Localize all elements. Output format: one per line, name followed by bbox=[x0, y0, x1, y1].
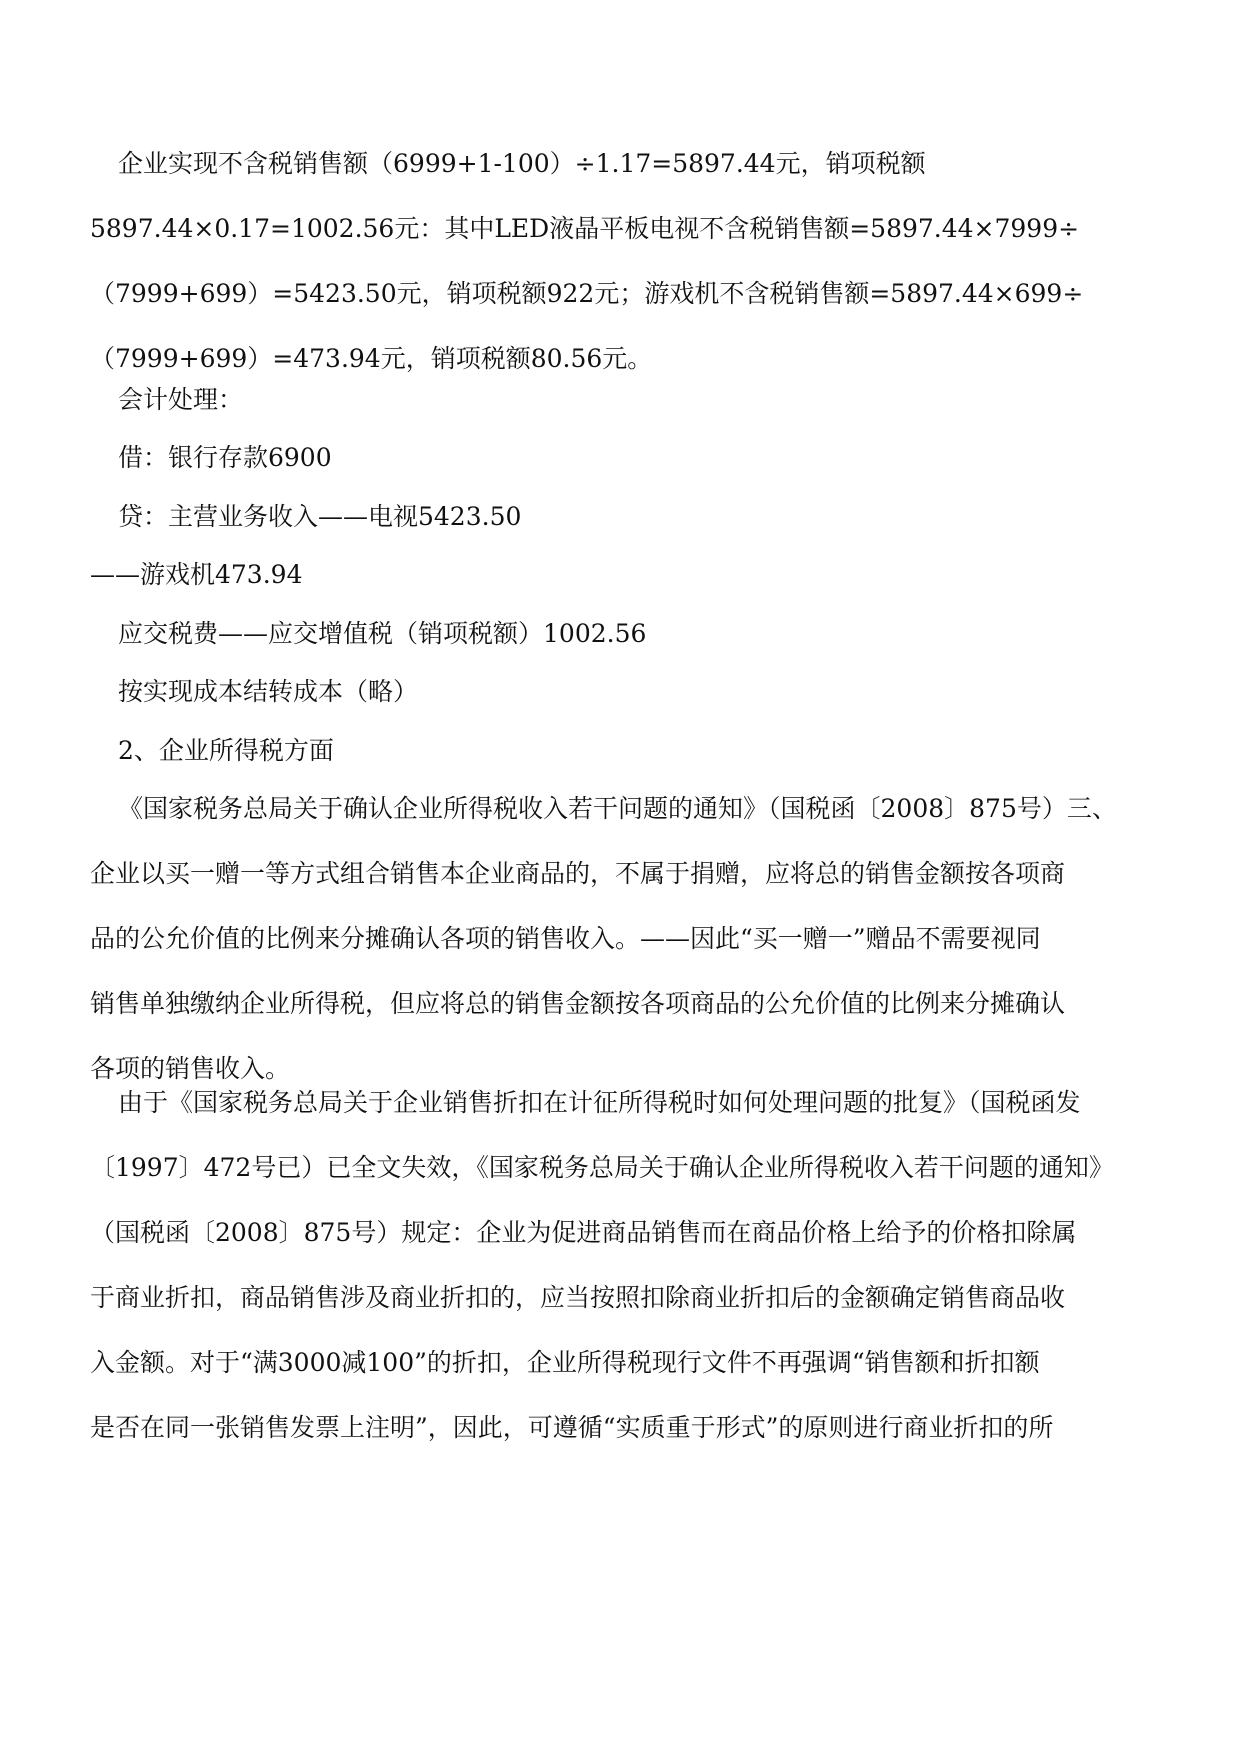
paragraph-credit-entry: 贷：主营业务收入——电视5423.50 bbox=[118, 502, 522, 531]
section-heading-income-tax: 2、企业所得税方面 bbox=[118, 736, 334, 765]
text-line: （7999+699）=5423.50元，销项税额922元；游戏机不含税销售额=5897.44×699÷ bbox=[90, 279, 1084, 308]
text-line: 是否在同一张销售发票上注明”，因此，可遵循“实质重于形式”的原则进行商业折扣的所 bbox=[90, 1413, 1054, 1442]
text-line: 由于《国家税务总局关于企业销售折扣在计征所得税时如何处理问题的批复》（国税函发 bbox=[118, 1088, 1081, 1117]
text-line: 入金额。对于“满3000减100”的折扣，企业所得税现行文件不再强调“销售额和折扣额 bbox=[90, 1348, 1040, 1377]
text-line: 销售单独缴纳企业所得税，但应将总的销售金额按各项商品的公允价值的比例来分摊确认 bbox=[90, 989, 1066, 1018]
text-line: 企业实现不含税销售额（6999+1-100）÷1.17=5897.44元，销项税额 bbox=[118, 149, 926, 178]
text-line: 品的公允价值的比例来分摊确认各项的销售收入。——因此“买一赠一”赠品不需要视同 bbox=[90, 924, 1041, 953]
text-line: （7999+699）=473.94元，销项税额80.56元。 bbox=[90, 344, 653, 373]
paragraph-accounting-heading: 会计处理： bbox=[118, 385, 244, 414]
paragraph-commercial-discount bbox=[90, 1070, 1150, 1460]
paragraph-credit-subentry: ——游戏机473.94 bbox=[90, 560, 303, 589]
text-line: 于商业折扣，商品销售涉及商业折扣的，应当按照扣除商业折扣后的金额确定销售商品收 bbox=[90, 1283, 1066, 1312]
paragraph-income-tax-notice bbox=[90, 776, 1150, 1101]
paragraph-tax-payable: 应交税费——应交增值税（销项税额）1002.56 bbox=[118, 619, 647, 648]
text-line: 各项的销售收入。 bbox=[90, 1054, 291, 1083]
paragraph-vat-calculation bbox=[90, 131, 1150, 391]
text-line: （国税函〔2008〕875号）规定：企业为促进商品销售而在商品价格上给予的价格扣除属 bbox=[90, 1218, 1077, 1247]
paragraph-debit-entry: 借：银行存款6900 bbox=[118, 443, 332, 472]
text-line: 5897.44×0.17=1002.56元：其中LED液晶平板电视不含税销售额=5897.44×7999÷ bbox=[90, 214, 1080, 243]
text-line: 《国家税务总局关于确认企业所得税收入若干问题的通知》（国税函〔2008〕875号）三、 bbox=[118, 794, 1117, 823]
text-line: 企业以买一赠一等方式组合销售本企业商品的，不属于捐赠，应将总的销售金额按各项商 bbox=[90, 859, 1066, 888]
paragraph-cost-transfer: 按实现成本结转成本（略） bbox=[118, 677, 419, 706]
text-line: 〔1997〕472号已）已全文失效，《国家税务总局关于确认企业所得税收入若干问题的通知》 bbox=[90, 1153, 1114, 1182]
